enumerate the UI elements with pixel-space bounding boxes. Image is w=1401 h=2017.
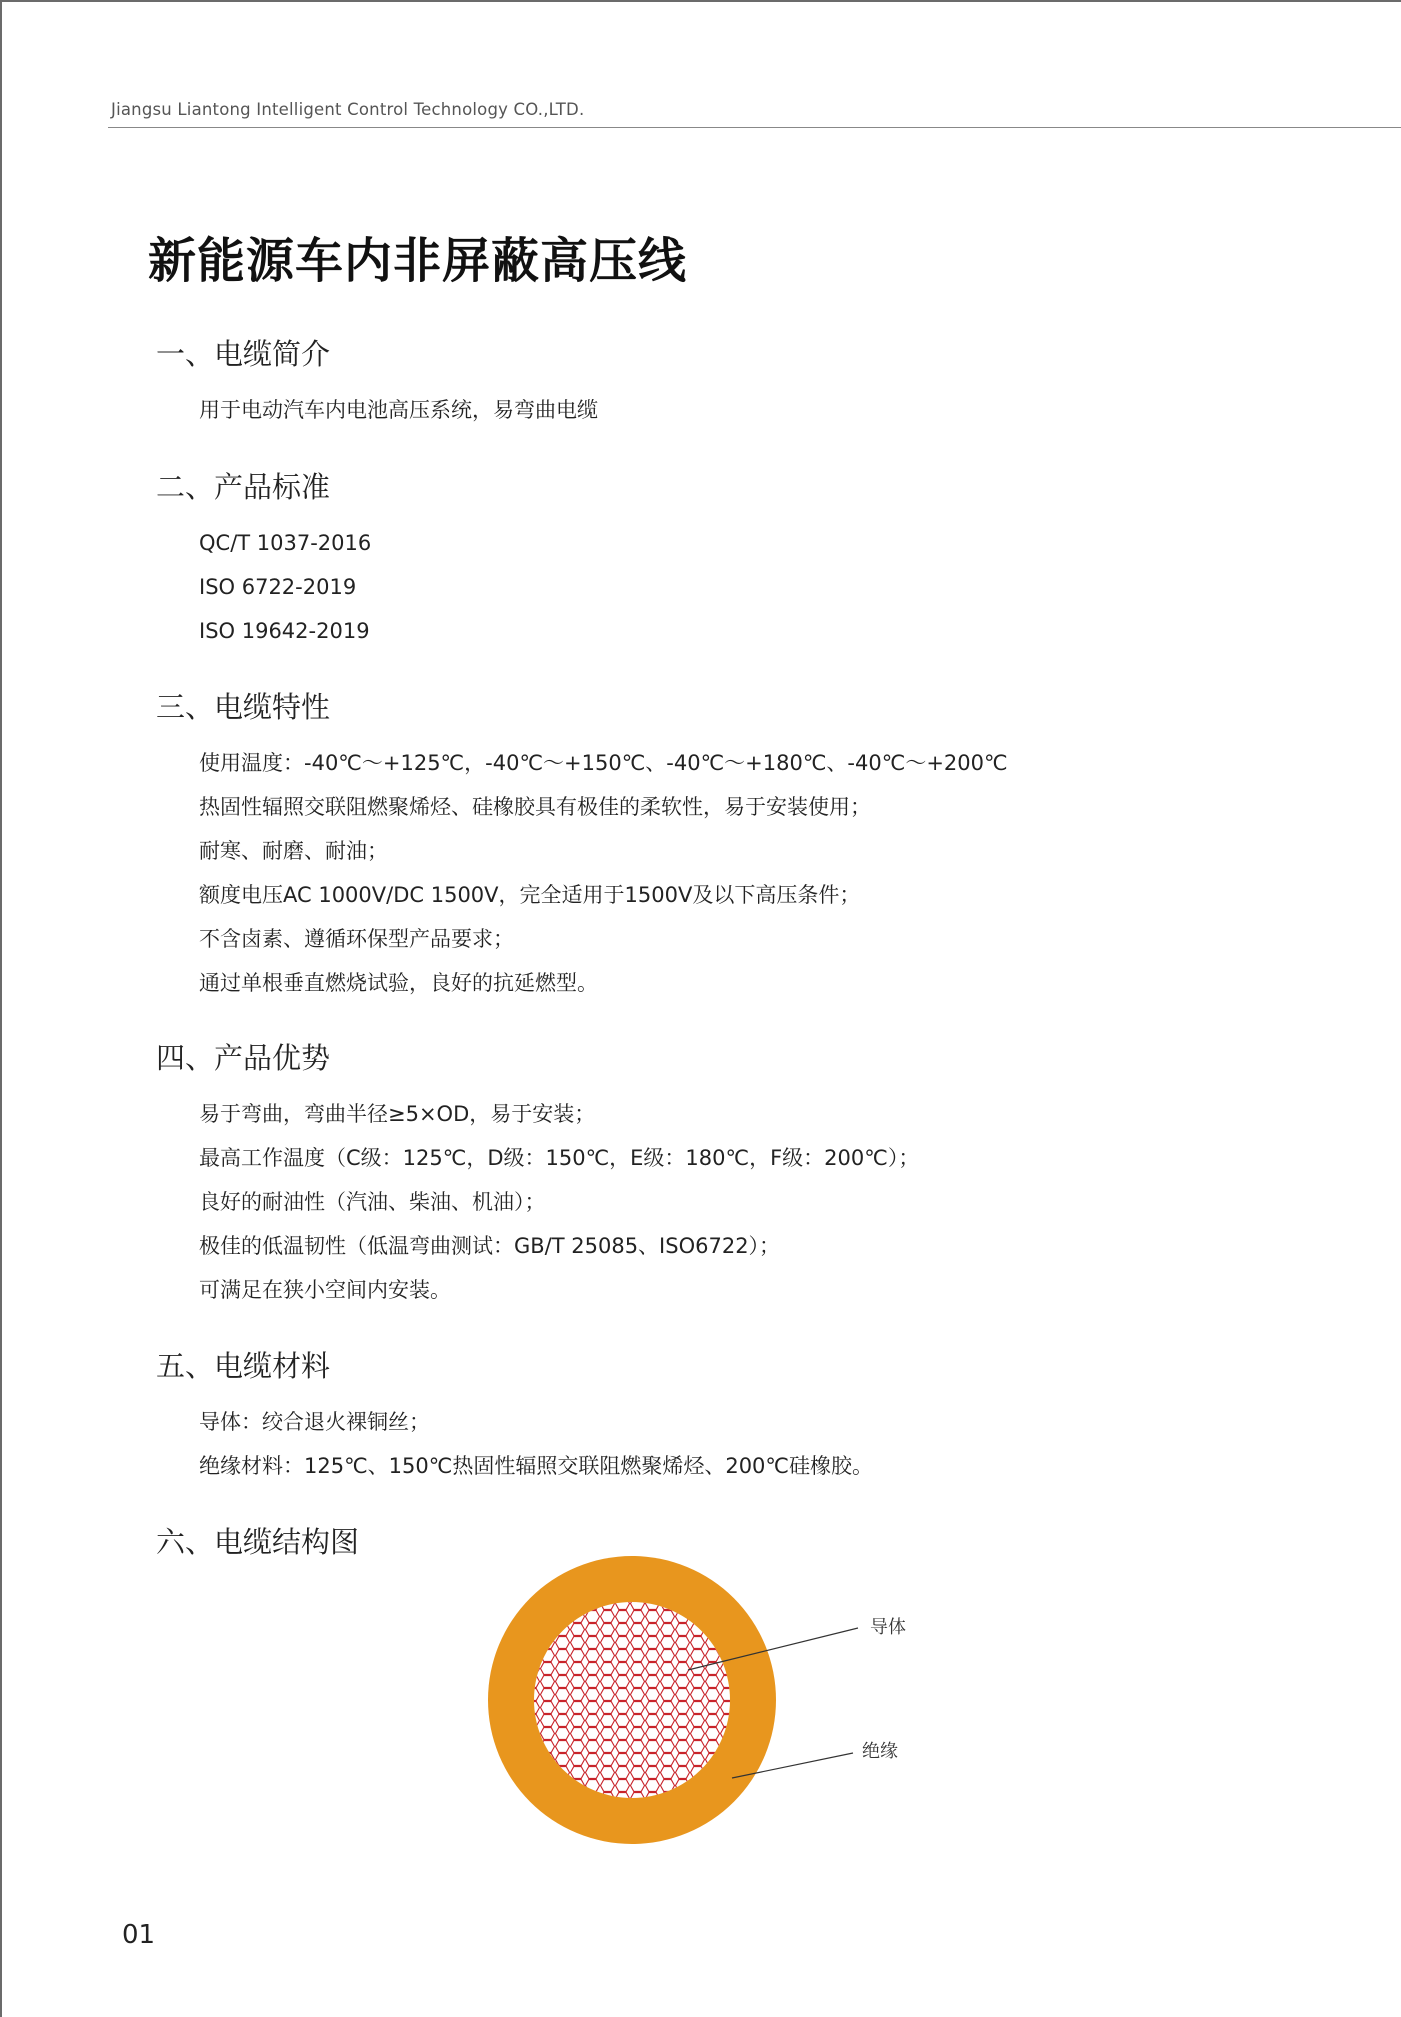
cable-structure-diagram — [480, 1545, 940, 1855]
page-number: 01 — [122, 1920, 156, 1950]
section-item: 易于弯曲，弯曲半径≥5×OD，易于安装； — [199, 1102, 596, 1126]
section-standards — [156, 467, 371, 653]
section-materials — [156, 1346, 873, 1488]
section-structure — [156, 1522, 359, 1576]
section-heading: 四、产品优势 — [156, 1041, 331, 1075]
section-item: 耐寒、耐磨、耐油； — [199, 839, 388, 863]
section-item: 导体：绞合退火裸铜丝； — [199, 1410, 430, 1434]
section-heading: 二、产品标准 — [156, 470, 331, 504]
section-item: 用于电动汽车内电池高压系统，易弯曲电缆 — [199, 398, 598, 422]
insulation-label: 绝缘 — [862, 1741, 898, 1762]
section-characteristics — [156, 687, 1008, 1005]
section-item: 额度电压AC 1000V/DC 1500V，完全适用于1500V及以下高压条件； — [199, 883, 861, 907]
section-item: 可满足在狭小空间内安装。 — [199, 1278, 451, 1302]
section-item: ISO 19642-2019 — [199, 619, 370, 643]
section-item: 不含卤素、遵循环保型产品要求； — [199, 927, 514, 951]
section-advantages — [156, 1038, 919, 1312]
section-item: 绝缘材料：125℃、150℃热固性辐照交联阻燃聚烯烃、200℃硅橡胶。 — [199, 1454, 873, 1478]
conductor-label: 导体 — [870, 1617, 906, 1638]
section-heading: 三、电缆特性 — [156, 690, 331, 724]
section-intro — [156, 334, 598, 432]
section-item: QC/T 1037-2016 — [199, 531, 372, 555]
header-divider — [108, 127, 1401, 128]
section-heading: 六、电缆结构图 — [156, 1525, 360, 1559]
section-item: 热固性辐照交联阻燃聚烯烃、硅橡胶具有极佳的柔软性，易于安装使用； — [199, 795, 871, 819]
page-frame-top — [0, 0, 1401, 2]
section-item: 良好的耐油性（汽油、柴油、机油）； — [199, 1190, 546, 1214]
page-title: 新能源车内非屏蔽高压线 — [148, 233, 688, 289]
section-item: 通过单根垂直燃烧试验，良好的抗延燃型。 — [199, 971, 598, 995]
company-name: Jiangsu Liantong Intelligent Control Technology CO.,LTD. — [111, 100, 585, 119]
section-item: 使用温度：-40℃～+125℃，-40℃～+150℃、-40℃～+180℃、-40℃～+200℃ — [199, 751, 1008, 775]
section-item: 极佳的低温韧性（低温弯曲测试：GB/T 25085、ISO6722）； — [199, 1234, 781, 1258]
section-heading: 一、电缆简介 — [156, 337, 331, 371]
section-heading: 五、电缆材料 — [156, 1349, 331, 1383]
section-item: 最高工作温度（C级：125℃，D级：150℃，E级：180℃，F级：200℃）； — [199, 1146, 920, 1170]
page-frame-left — [0, 0, 2, 2017]
section-item: ISO 6722-2019 — [199, 575, 357, 599]
